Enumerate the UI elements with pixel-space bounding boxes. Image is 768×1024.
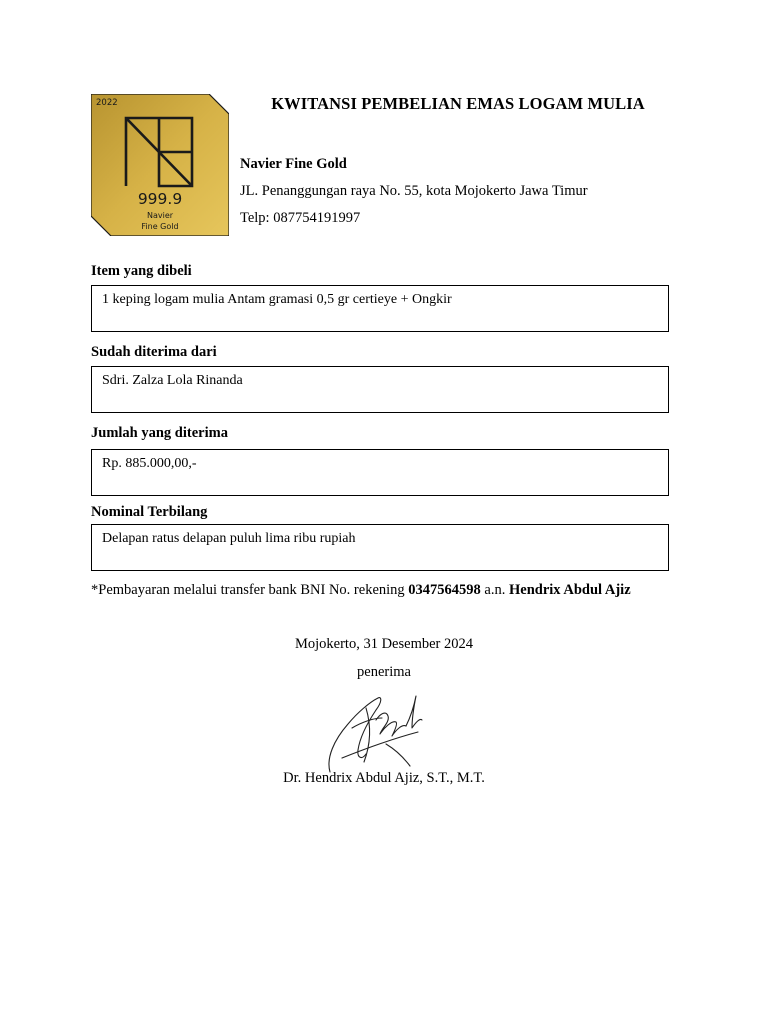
signature-icon xyxy=(322,688,426,774)
payment-note-prefix: *Pembayaran melalui transfer bank BNI No. rekening xyxy=(91,582,409,598)
place-date: Mojokerto, 31 Desember 2024 xyxy=(295,636,473,652)
company-phone: Telp: 087754191997 xyxy=(240,210,361,226)
logo-brand-line2: Fine Gold xyxy=(141,222,179,231)
gold-bar-logo-icon xyxy=(91,94,229,236)
received-from-label: Sudah diterima dari xyxy=(91,344,217,360)
signatory-name: Dr. Hendrix Abdul Ajiz, S.T., M.T. xyxy=(283,770,485,786)
logo-purity: 999.9 xyxy=(137,190,183,208)
amount-box: Rp. 885.000,00,- xyxy=(91,449,669,496)
receiver-label: penerima xyxy=(357,664,411,680)
account-number: 0347564598 xyxy=(408,582,481,598)
document-title: KWITANSI PEMBELIAN EMAS LOGAM MULIA xyxy=(271,94,645,113)
amount-words-box: Delapan ratus delapan puluh lima ribu rupiah xyxy=(91,524,669,571)
amount-label: Jumlah yang diterima xyxy=(91,425,228,441)
logo-year: 2022 xyxy=(96,98,118,108)
payment-note-middle: a.n. xyxy=(480,582,509,598)
company-logo xyxy=(91,94,229,236)
amount-words-label: Nominal Terbilang xyxy=(91,504,208,520)
company-address: JL. Penanggungan raya No. 55, kota Mojokerto Jawa Timur xyxy=(240,183,588,199)
item-label: Item yang dibeli xyxy=(91,263,192,279)
received-from-box: Sdri. Zalza Lola Rinanda xyxy=(91,366,669,413)
signature xyxy=(322,688,426,774)
payment-note xyxy=(91,582,631,599)
logo-brand-line1: Navier xyxy=(146,211,174,220)
company-name: Navier Fine Gold xyxy=(240,156,347,172)
item-box: 1 keping logam mulia Antam gramasi 0,5 gr certieye + Ongkir xyxy=(91,285,669,332)
account-name: Hendrix Abdul Ajiz xyxy=(508,582,631,598)
